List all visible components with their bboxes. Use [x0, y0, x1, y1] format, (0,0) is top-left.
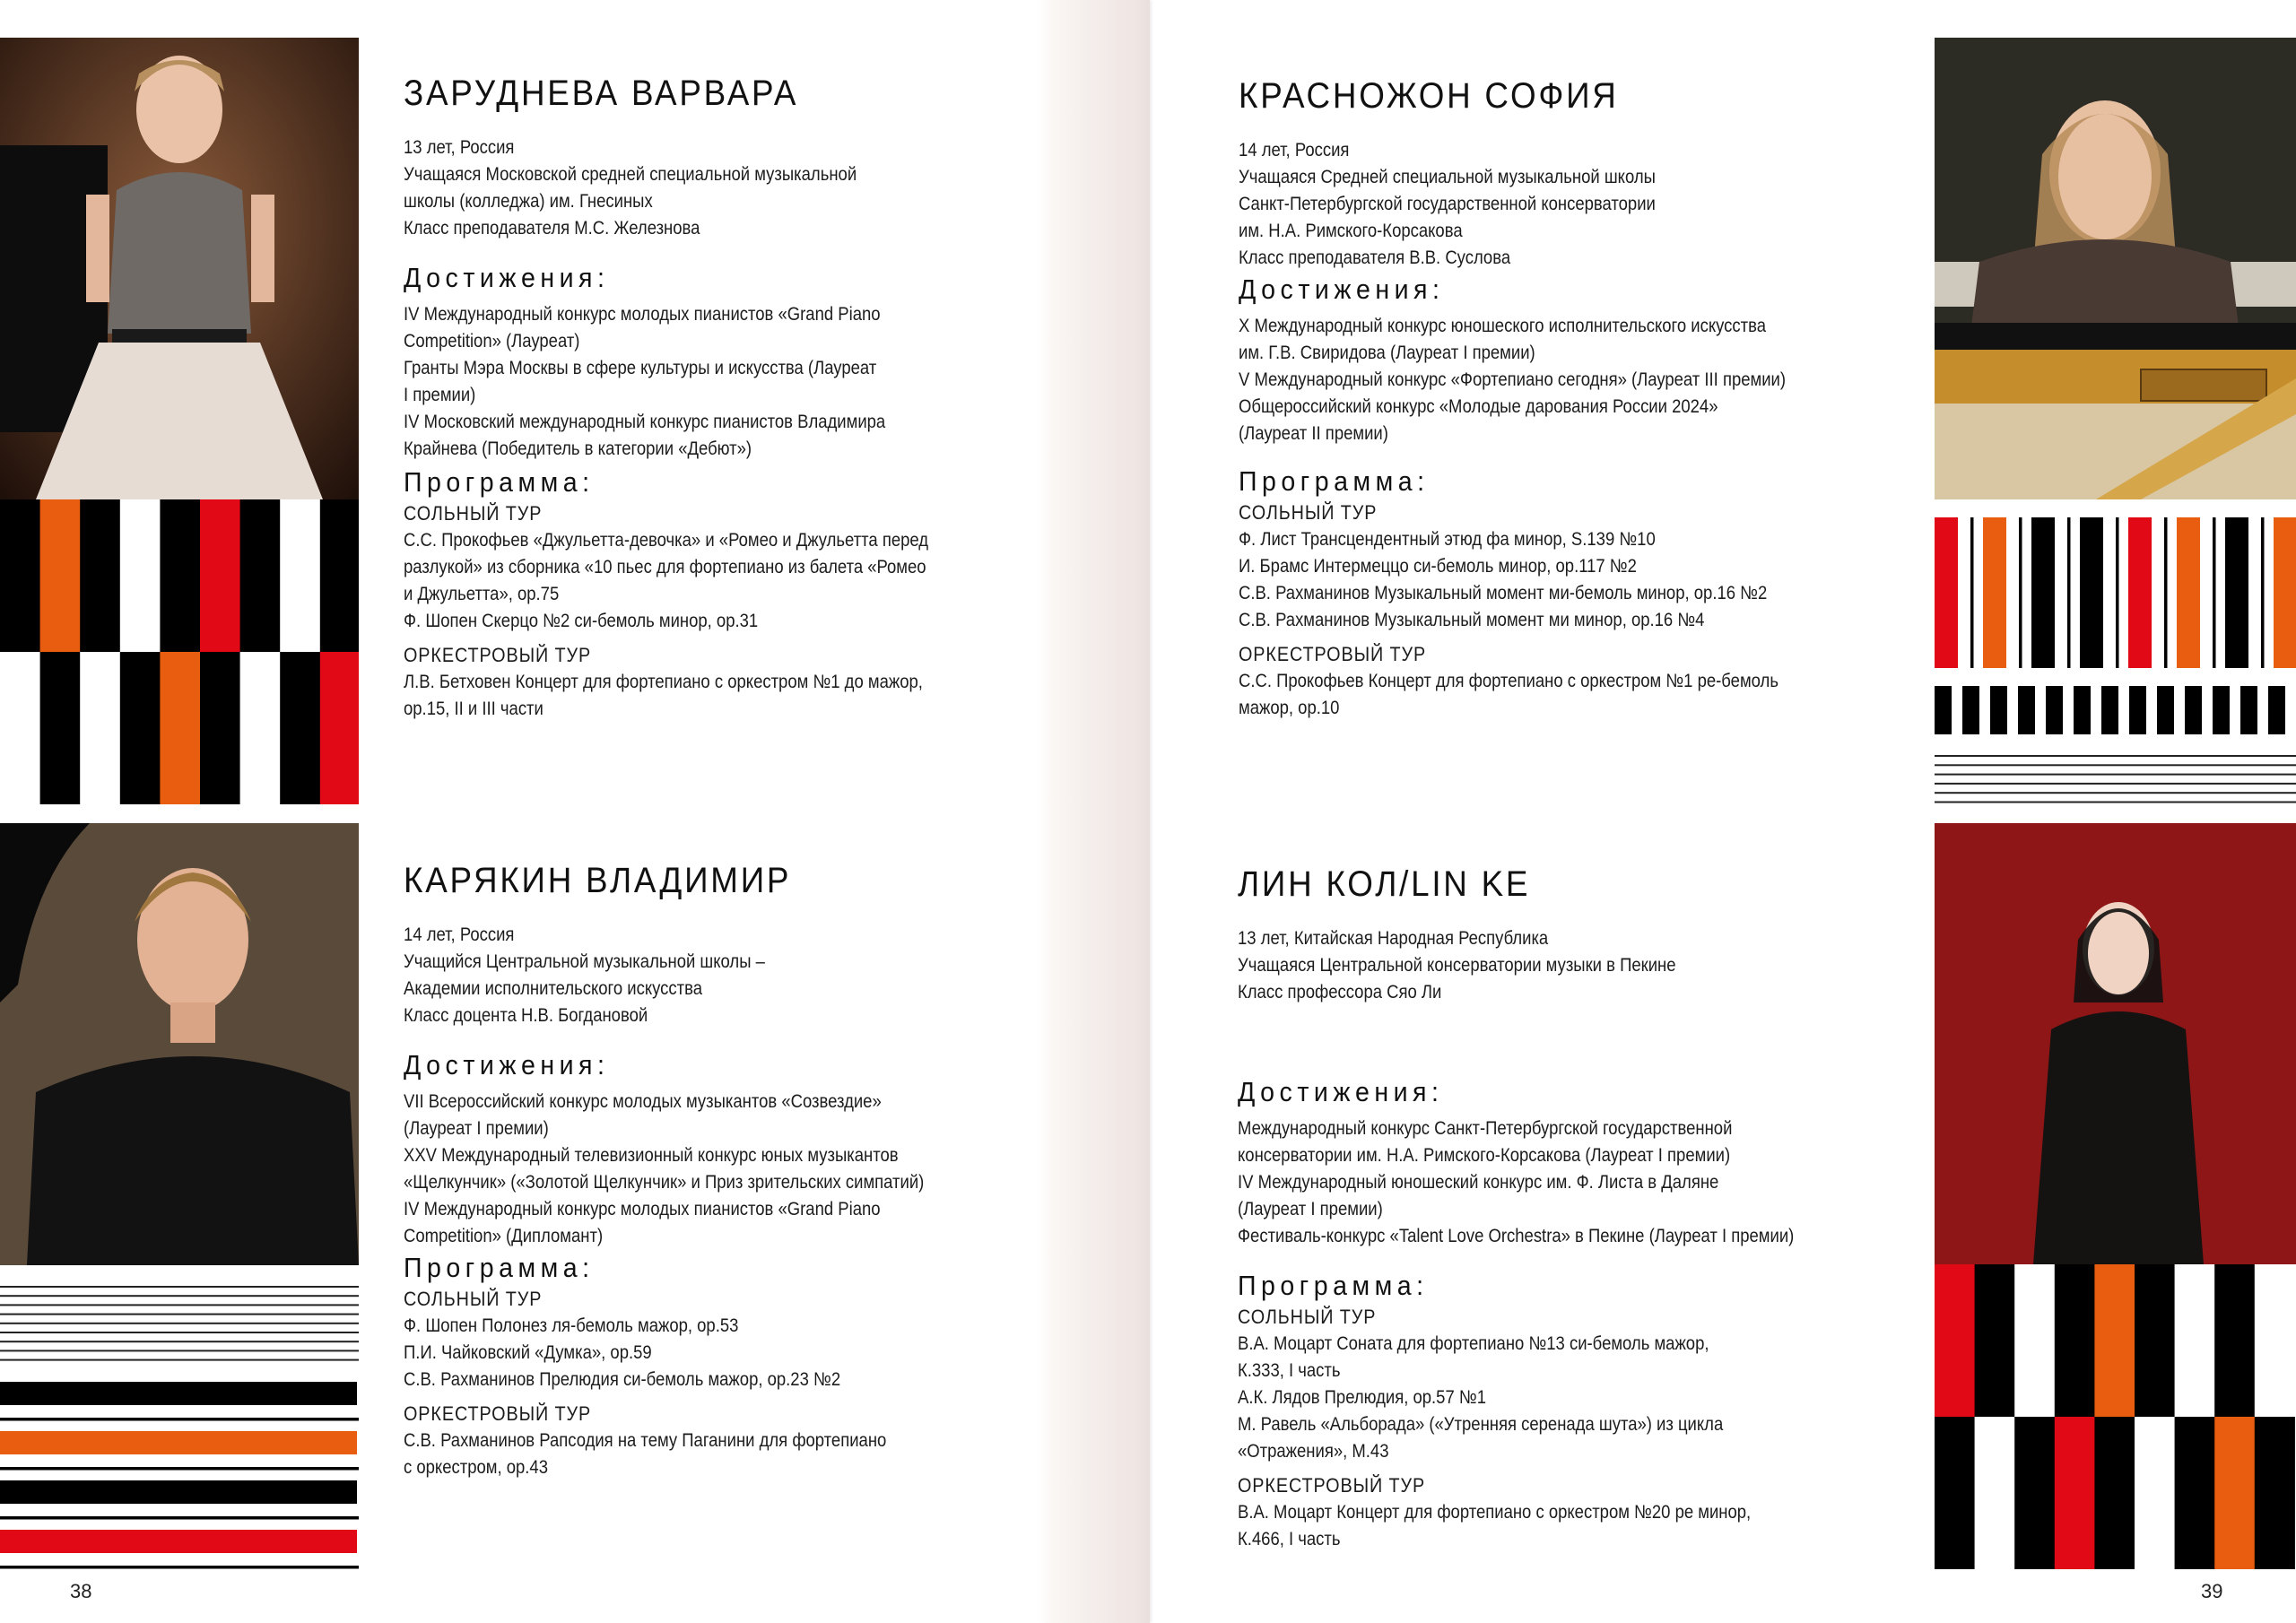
- checker-cell: [2214, 1417, 2255, 1569]
- checker-cell: [1935, 1264, 1975, 1417]
- staff-line: [0, 1341, 359, 1342]
- checker-cell: [280, 652, 320, 804]
- text-line: Крайнева (Победитель в категории «Дебют»): [404, 438, 752, 459]
- text-line: С.С. Прокофьев Концерт для фортепиано с оркестром №1 ре-бемоль: [1239, 671, 1779, 691]
- text-line: XXV Международный телевизионный конкурс юных музыкантов: [404, 1145, 899, 1166]
- text-line: «Отражения», М.43: [1238, 1441, 1389, 1462]
- text-line: Ф. Шопен Полонез ля-бемоль мажор, ор.53: [404, 1315, 739, 1336]
- photo-karyakin: [0, 823, 359, 1265]
- photo-zarudneva: [0, 38, 359, 499]
- text-line: IV Международный конкурс молодых пианистов «Grand Piano: [404, 1199, 881, 1219]
- text-line: Класс преподавателя В.В. Суслова: [1239, 247, 1511, 268]
- photo-lin-ke: [1935, 823, 2296, 1264]
- text-line: Л.В. Бетховен Концерт для фортепиано с оркестром №1 до мажор,: [404, 672, 923, 692]
- text-line: 13 лет, Китайская Народная Республика: [1238, 928, 1549, 949]
- checker-cell: [1975, 1264, 2015, 1417]
- text-line: С.В. Рахманинов Прелюдия си-бемоль мажор, ор.23 №2: [404, 1369, 841, 1390]
- checker-cell: [1975, 1417, 2015, 1569]
- checker-cell: [1935, 1417, 1975, 1569]
- orchestra-program-list: [404, 669, 1049, 723]
- barcode-pattern-right: [1935, 517, 2296, 804]
- checker-cell: [240, 652, 281, 804]
- photo-krasnozhon: [1935, 38, 2296, 499]
- stripes-pattern-left: [0, 1278, 359, 1574]
- checker-cell: [2094, 1264, 2135, 1417]
- barcode-bar: [2225, 517, 2248, 668]
- orchestra-round-heading: ОРКЕСТРОВЫЙ ТУР: [1239, 643, 1427, 665]
- checker-pattern-right: [1935, 1264, 2296, 1569]
- program-heading: Программа:: [404, 466, 595, 498]
- solo-program-list: [1238, 1331, 1919, 1465]
- participant-name: ЛИН КОЛ/LIN KE: [1238, 864, 1531, 904]
- text-line: Класс профессора Сяо Ли: [1238, 982, 1442, 1002]
- program-heading: Программа:: [1238, 1270, 1429, 1301]
- text-line: Учащийся Центральной музыкальной школы –: [404, 951, 765, 972]
- text-line: (Лауреат I премии): [1238, 1199, 1383, 1219]
- staff-line: [0, 1295, 359, 1297]
- barcode-thin-line: [2164, 517, 2168, 668]
- achievements-heading: Достижения:: [404, 1049, 610, 1081]
- checker-cell: [320, 499, 359, 652]
- stripe-thin-line: [0, 1566, 359, 1569]
- stripe-thin-line: [0, 1467, 359, 1471]
- barcode-bar: [2031, 517, 2055, 668]
- achievements-list: [1239, 313, 1920, 447]
- stripe-thin-line: [0, 1516, 359, 1520]
- text-line: Санкт-Петербургской государственной консерватории: [1239, 194, 1656, 214]
- text-line: IV Московский международный конкурс пианистов Владимира: [404, 412, 886, 432]
- stripe-bar: [0, 1431, 357, 1454]
- text-line: Competition» (Дипломант): [404, 1226, 604, 1246]
- bio-krasnozhon: [1239, 74, 1920, 722]
- page-number-left: 38: [70, 1580, 92, 1602]
- text-line: VII Всероссийский конкурс молодых музыкантов «Созвездие»: [404, 1091, 882, 1112]
- checker-cell: [2175, 1417, 2215, 1569]
- checker-pattern-left: [0, 499, 359, 804]
- text-line: Класс доцента Н.В. Богдановой: [404, 1005, 648, 1026]
- text-line: и Джульетта», ор.75: [404, 584, 560, 604]
- info-list: [404, 922, 1049, 1029]
- staff-line: [1935, 802, 2296, 803]
- checker-cell: [0, 652, 40, 804]
- info-list: [1239, 137, 1920, 272]
- text-line: В.А. Моцарт Соната для фортепиано №13 си-бемоль мажор,: [1238, 1333, 1709, 1354]
- text-line: 14 лет, Россия: [1239, 140, 1350, 161]
- text-line: V Международный конкурс «Фортепиано сегодня» (Лауреат III премии): [1239, 369, 1787, 390]
- stripe-bar: [0, 1530, 357, 1553]
- barcode-block: [2213, 686, 2230, 734]
- checker-cell: [0, 499, 40, 652]
- staff-line: [1935, 764, 2296, 766]
- checker-cell: [200, 499, 240, 652]
- staff-line: [0, 1304, 359, 1306]
- staff-line: [0, 1332, 359, 1333]
- barcode-block: [2157, 686, 2174, 734]
- barcode-block: [2101, 686, 2118, 734]
- text-line: К.466, I часть: [1238, 1529, 1341, 1549]
- checker-cell: [2255, 1264, 2295, 1417]
- barcode-thin-line: [2213, 517, 2216, 668]
- checker-cell: [80, 499, 120, 652]
- text-line: С.С. Прокофьев «Джульетта-девочка» и «Ромео и Джульетта перед: [404, 530, 929, 551]
- staff-line: [0, 1286, 359, 1288]
- bio-karyakin: [404, 859, 1049, 1481]
- text-line: В.А. Моцарт Концерт для фортепиано с оркестром №20 ре минор,: [1238, 1502, 1752, 1523]
- bio-zarudneva: [404, 72, 1049, 723]
- text-line: «Щелкунчик» («Золотой Щелкунчик» и Приз зрительских симпатий): [404, 1172, 925, 1193]
- text-line: С.В. Рахманинов Рапсодия на тему Паганини для фортепиано: [404, 1430, 887, 1451]
- solo-round-heading: СОЛЬНЫЙ ТУР: [1239, 501, 1378, 524]
- checker-cell: [2055, 1264, 2095, 1417]
- text-line: П.И. Чайковский «Думка», ор.59: [404, 1342, 652, 1363]
- staff-line: [1935, 755, 2296, 757]
- book-gutter: [1039, 0, 1150, 1623]
- text-line: Фестиваль-конкурс «Talent Love Orchestra» в Пекине (Лауреат I премии): [1238, 1226, 1795, 1246]
- staff-line: [0, 1350, 359, 1351]
- text-line: Академии исполнительского искусства: [404, 978, 703, 999]
- solo-program-list: [404, 527, 1049, 635]
- text-line: К.333, I часть: [1238, 1360, 1341, 1381]
- barcode-block: [2074, 686, 2091, 734]
- staff-line: [1935, 792, 2296, 794]
- checker-cell: [120, 499, 161, 652]
- participant-name: КАРЯКИН ВЛАДИМИР: [404, 861, 792, 900]
- checker-cell: [240, 499, 281, 652]
- solo-round-heading: СОЛЬНЫЙ ТУР: [404, 1288, 543, 1310]
- barcode-bar: [2177, 517, 2200, 668]
- checker-cell: [120, 652, 161, 804]
- checker-cell: [320, 652, 359, 804]
- text-line: Учащаяся Средней специальной музыкальной школы: [1239, 167, 1656, 187]
- info-list: [1238, 925, 1919, 1006]
- checker-cell: [2055, 1417, 2095, 1569]
- checker-cell: [2014, 1264, 2055, 1417]
- staff-line: [0, 1359, 359, 1361]
- text-line: Учащаяся Московской средней специальной музыкальной: [404, 164, 857, 185]
- bio-lin-ke: [1238, 863, 1919, 1553]
- achievements-list: [404, 1089, 1049, 1250]
- staff-line: [1935, 783, 2296, 785]
- barcode-thin-line: [2261, 517, 2265, 668]
- barcode-thin-line: [2067, 517, 2071, 668]
- text-line: М. Равель «Альборада» («Утренняя серенада шута») из цикла: [1238, 1414, 1724, 1435]
- staff-line: [0, 1323, 359, 1324]
- solo-round-heading: СОЛЬНЫЙ ТУР: [404, 502, 543, 525]
- barcode-bar: [2128, 517, 2152, 668]
- text-line: 14 лет, Россия: [404, 924, 515, 945]
- barcode-thin-line: [1970, 517, 1974, 668]
- program-heading: Программа:: [1239, 465, 1430, 497]
- barcode-block: [1962, 686, 1979, 734]
- stripe-thin-line: [0, 1418, 359, 1421]
- text-line: ор.15, II и III части: [404, 699, 544, 719]
- participant-name: ЗАРУДНЕВА ВАРВАРА: [404, 74, 799, 113]
- orchestra-program-list: [1238, 1499, 1919, 1553]
- text-line: консерватории им. Н.А. Римского-Корсакова (Лауреат I премии): [1238, 1145, 1731, 1166]
- solo-program-list: [404, 1313, 1049, 1393]
- barcode-block: [2018, 686, 2035, 734]
- text-line: школы (колледжа) им. Гнесиных: [404, 191, 653, 212]
- barcode-bar: [2274, 517, 2296, 668]
- orchestra-program-list: [1239, 668, 1920, 722]
- stripe-bar: [0, 1382, 357, 1405]
- info-list: [404, 135, 1049, 242]
- checker-cell: [280, 499, 320, 652]
- program-heading: Программа:: [404, 1252, 595, 1283]
- solo-program-list: [1239, 526, 1920, 634]
- text-line: разлукой» из сборника «10 пьес для фортепиано из балета «Ромео: [404, 557, 926, 577]
- checker-cell: [2135, 1417, 2175, 1569]
- checker-cell: [160, 499, 200, 652]
- text-line: И. Брамс Интермеццо си-бемоль минор, ор.117 №2: [1239, 556, 1637, 577]
- achievements-heading: Достижения:: [404, 262, 610, 293]
- text-line: 13 лет, Россия: [404, 137, 515, 158]
- checker-cell: [200, 652, 240, 804]
- checker-cell: [2214, 1264, 2255, 1417]
- text-line: С.В. Рахманинов Музыкальный момент ми-бемоль минор, ор.16 №2: [1239, 583, 1768, 603]
- orchestra-round-heading: ОРКЕСТРОВЫЙ ТУР: [404, 1402, 592, 1425]
- text-line: (Лауреат II премии): [1239, 423, 1388, 444]
- text-line: Ф. Лист Трансцендентный этюд фа минор, S.139 №10: [1239, 529, 1656, 550]
- barcode-block: [2185, 686, 2202, 734]
- staff-line: [0, 1314, 359, 1315]
- barcode-block: [1935, 686, 1952, 734]
- checker-cell: [2135, 1264, 2175, 1417]
- text-line: IV Международный юношеский конкурс им. Ф. Листа в Даляне: [1238, 1172, 1719, 1193]
- page-number-right: 39: [2201, 1580, 2223, 1602]
- text-line: им. Г.В. Свиридова (Лауреат I премии): [1239, 343, 1535, 363]
- text-line: С.В. Рахманинов Музыкальный момент ми минор, ор.16 №4: [1239, 610, 1705, 630]
- checker-cell: [2014, 1417, 2055, 1569]
- barcode-bar: [1935, 517, 1958, 668]
- text-line: им. Н.А. Римского-Корсакова: [1239, 221, 1463, 241]
- text-line: (Лауреат I премии): [404, 1118, 549, 1139]
- text-line: Класс преподавателя М.С. Железнова: [404, 218, 700, 239]
- barcode-block: [2268, 686, 2285, 734]
- barcode-bar: [1983, 517, 2006, 668]
- checker-cell: [2255, 1417, 2295, 1569]
- text-line: Competition» (Лауреат): [404, 331, 580, 352]
- text-line: IV Международный конкурс молодых пианистов «Grand Piano: [404, 304, 881, 325]
- barcode-block: [2046, 686, 2063, 734]
- achievements-list: [1238, 1115, 1919, 1250]
- checker-cell: [40, 652, 81, 804]
- achievements-heading: Достижения:: [1239, 273, 1445, 305]
- text-line: Ф. Шопен Скерцо №2 си-бемоль минор, ор.31: [404, 611, 759, 631]
- solo-round-heading: СОЛЬНЫЙ ТУР: [1238, 1306, 1377, 1328]
- orchestra-program-list: [404, 1428, 1049, 1481]
- text-line: Гранты Мэра Москвы в сфере культуры и искусства (Лауреат: [404, 358, 877, 378]
- staff-line: [1935, 774, 2296, 776]
- text-line: Международный конкурс Санкт-Петербургской государственной: [1238, 1118, 1733, 1139]
- text-line: Общероссийский конкурс «Молодые дарования России 2024»: [1239, 396, 1718, 417]
- barcode-block: [1990, 686, 2007, 734]
- barcode-thin-line: [2116, 517, 2119, 668]
- achievements-heading: Достижения:: [1238, 1076, 1444, 1107]
- orchestra-round-heading: ОРКЕСТРОВЫЙ ТУР: [1238, 1474, 1426, 1497]
- text-line: X Международный конкурс юношеского исполнительского искусства: [1239, 316, 1767, 336]
- text-line: I премии): [404, 385, 476, 405]
- barcode-thin-line: [2019, 517, 2022, 668]
- barcode-bar: [2080, 517, 2103, 668]
- orchestra-round-heading: ОРКЕСТРОВЫЙ ТУР: [404, 644, 592, 666]
- text-line: мажор, ор.10: [1239, 698, 1340, 718]
- checker-cell: [2175, 1264, 2215, 1417]
- text-line: А.К. Лядов Прелюдия, ор.57 №1: [1238, 1387, 1486, 1408]
- stripe-bar: [0, 1480, 357, 1504]
- checker-cell: [2094, 1417, 2135, 1569]
- text-line: Учащаяся Центральной консерватории музыки в Пекине: [1238, 955, 1676, 976]
- barcode-block: [2240, 686, 2257, 734]
- checker-cell: [40, 499, 81, 652]
- checker-cell: [160, 652, 200, 804]
- barcode-block: [2129, 686, 2146, 734]
- checker-cell: [80, 652, 120, 804]
- text-line: с оркестром, ор.43: [404, 1457, 548, 1478]
- participant-name: КРАСНОЖОН СОФИЯ: [1239, 76, 1619, 116]
- achievements-list: [404, 301, 1049, 463]
